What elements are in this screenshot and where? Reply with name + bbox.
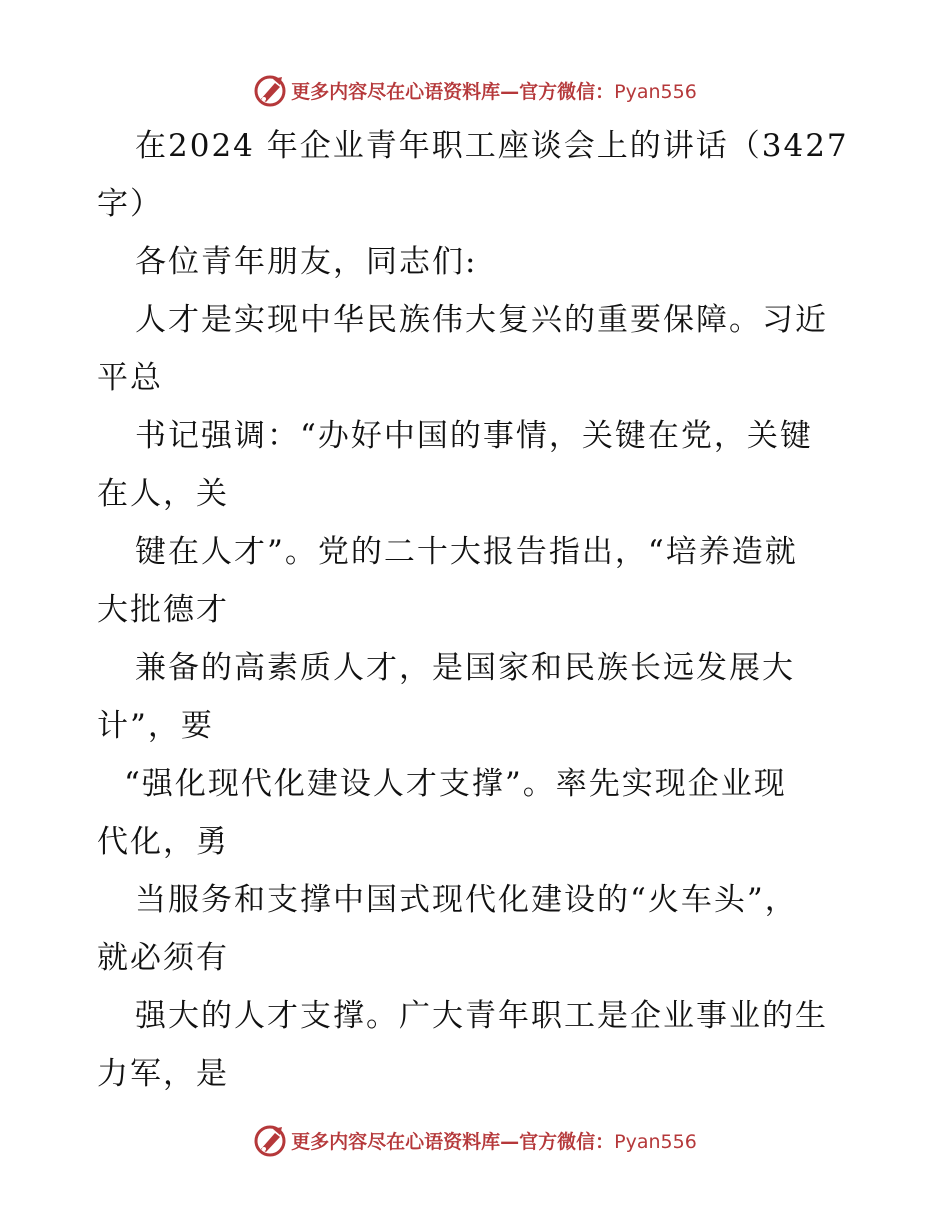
- paragraph-line: 人才是实现中华民族伟大复兴的重要保障。习近: [135, 302, 828, 338]
- pen-logo-icon: [253, 73, 287, 107]
- watermark-text: 更多内容尽在心语资料库—官方微信：Pyan556: [291, 1130, 697, 1153]
- paragraph-line: 力军，是: [97, 1056, 229, 1092]
- watermark-handle: Pyan556: [614, 80, 697, 103]
- paragraph-line: 大批德才: [97, 592, 229, 628]
- paragraph-line: 当服务和支撑中国式现代化建设的“火车头”，: [135, 882, 798, 918]
- salutation: 各位青年朋友，同志们:: [135, 244, 478, 280]
- pen-logo-icon: [253, 1123, 287, 1157]
- paragraph-line: 计”，要: [97, 708, 214, 744]
- paragraph-line: 平总: [97, 360, 163, 396]
- paragraph-line: “强化现代化建设人才支撑”。率先实现企业现: [124, 766, 787, 802]
- paragraph-line: 在人，关: [97, 476, 229, 512]
- title-line-2: 字）: [97, 186, 163, 222]
- watermark-handle: Pyan556: [614, 1130, 697, 1153]
- paragraph-line: 强大的人才支撑。广大青年职工是企业事业的生: [135, 998, 828, 1034]
- paragraph-line: 书记强调：“办好中国的事情，关键在党，关键: [135, 418, 813, 454]
- title-line-1: 在2024 年企业青年职工座谈会上的讲话（3427: [135, 128, 849, 164]
- paragraph-line: 就必须有: [97, 940, 229, 976]
- footer-watermark: [0, 1120, 950, 1160]
- watermark-text: 更多内容尽在心语资料库—官方微信：Pyan556: [291, 80, 697, 103]
- header-watermark: [0, 70, 950, 110]
- paragraph-line: 兼备的高素质人才，是国家和民族长远发展大: [135, 650, 795, 686]
- paragraph-line: 代化，勇: [97, 824, 229, 860]
- paragraph-line: 键在人才”。党的二十大报告指出，“培养造就: [135, 534, 798, 570]
